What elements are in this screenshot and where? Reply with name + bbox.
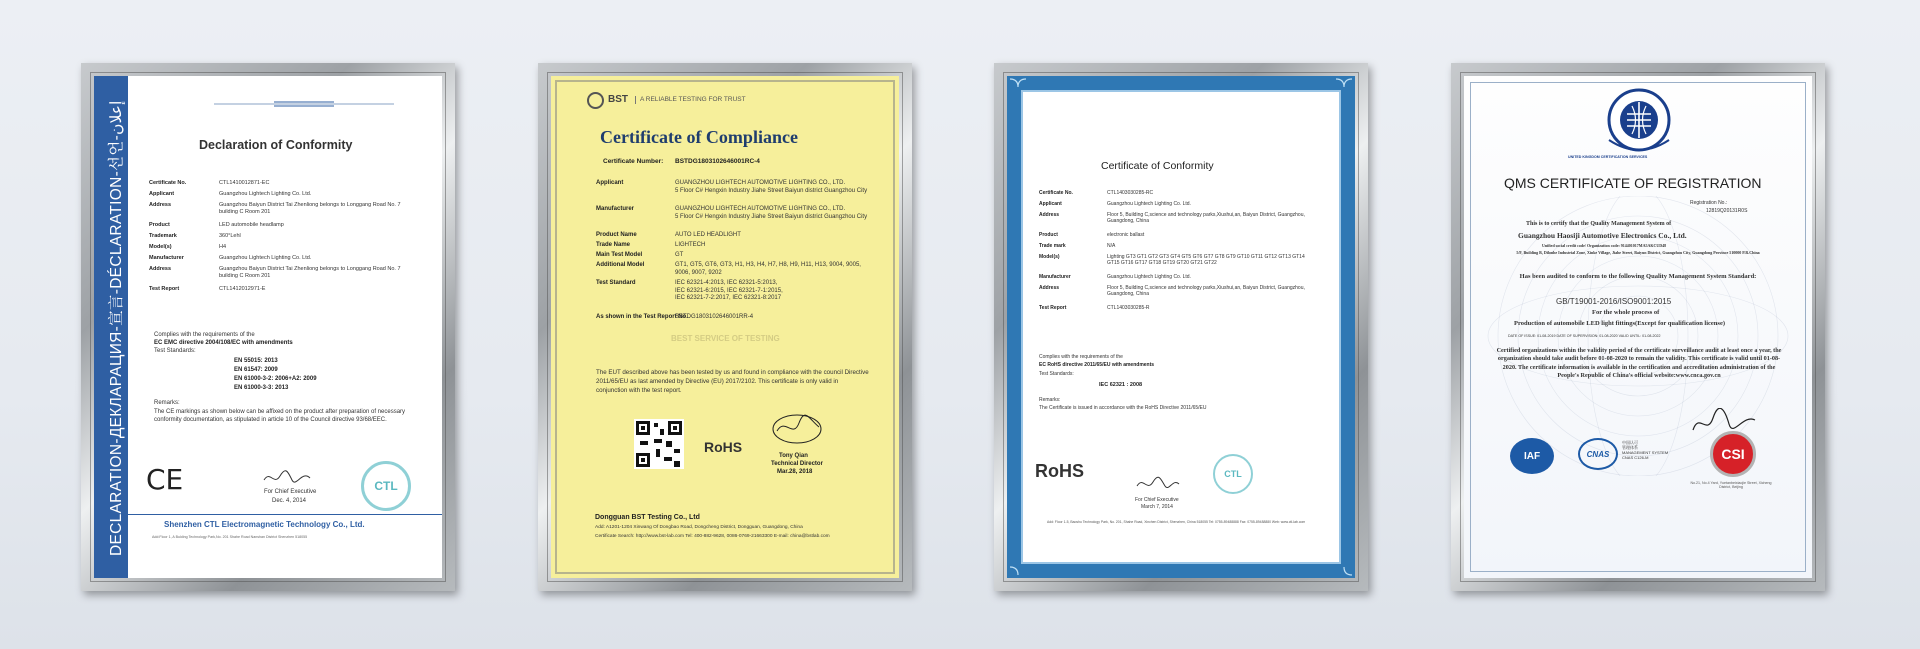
signer-name: Tony Qian — [779, 453, 808, 459]
field-value: Guangzhou Lightech Lighting Co. Ltd. — [1107, 201, 1191, 207]
credit-code: Unified social credit code/ Organization code: 914401017MA5AKCUD48 — [1542, 243, 1667, 248]
field-value: CTL1410012871-EC — [219, 180, 270, 186]
field-label: Certificate No. — [1039, 190, 1073, 196]
statement-text: The EUT described above has been tested by us and found in compliance with the council Directive 2011/65/EU as last amended by Directive (EU) 2017/2102. This certificate is only valid in conjunction with the test report. — [596, 369, 869, 394]
certified-company: Guangzhou Haosiji Automotive Electronics Co., Ltd. — [1518, 231, 1687, 240]
field-label: Address — [149, 202, 172, 208]
complies-line: Complies with the requirements of the — [154, 332, 255, 338]
field-value: 360°Lehl — [219, 233, 241, 239]
qr-code-image — [634, 419, 684, 469]
field-value: Guangzhou Lightech Lighting Co. Ltd. — [219, 255, 312, 261]
scope-label: For the whole process of — [1592, 309, 1660, 316]
ctl-seal — [361, 461, 411, 511]
signature-image — [1135, 474, 1181, 494]
field-value: AUTO LED HEADLIGHT — [675, 232, 741, 238]
cnas-caption: 中国认可 管理体系 MANAGEMENT SYSTEM CNAS C126-M — [1622, 440, 1669, 460]
field-value: Floor 5, Building C,science and technology parks,Xiushui,an, Baiyun District, Guangzhou, Guangdong, China — [1107, 212, 1307, 225]
cert-number: BSTDG1803102646001RC-4 — [675, 158, 760, 165]
iaf-logo — [1510, 438, 1554, 474]
field-label: Model(s) — [149, 244, 172, 250]
certificate-frame-qms — [1451, 63, 1825, 591]
field-label: Product — [149, 222, 170, 228]
field-value: GT1, GT5, GT6, GT3, H1, H3, H4, H7, H8, H9, H11, H13, 9004, 9005, 9006, 9007, 9202 — [675, 262, 863, 276]
signature-image — [769, 409, 825, 449]
field-value: BSTDG1803102646001RR-4 — [675, 314, 754, 320]
validity-dates: DATE OF ISSUE: 01-08-2019 DATE OF SUPERVISION: 01-08-2020 VALID UNTIL: 01-08-2022 — [1508, 334, 1661, 338]
field-value: IEC 62321-4:2013, IEC 62321-5:2013, IEC 62321-6:2015, IEC 62321-7-1:2015, IEC 62321-7-2:2017, IEC 62321-8:2017 — [675, 280, 783, 301]
signer-title: For Chief Executive — [264, 489, 317, 495]
field-label: Applicant — [149, 191, 175, 197]
field-value: H4 — [219, 244, 227, 250]
field-label: Test Report — [1039, 305, 1067, 311]
field-value: N/A — [1107, 243, 1116, 249]
field-label: Trade Name — [596, 242, 631, 248]
audited-statement: Has been audited to conform to the following Quality Management System Standard: — [1519, 273, 1757, 280]
certificate-search: Certificate Search: http://www.bst-lab.com Tel: 400-882-9628, 0086-0769-21663300 E-mail: china@bstlab.com — [595, 534, 830, 539]
cnas-text: CNAS — [1586, 449, 1610, 459]
rohs-mark: RoHS — [704, 439, 743, 455]
certificate-paper — [1464, 76, 1812, 578]
complies-line: Complies with the requirements of the — [1039, 354, 1123, 360]
field-value: CTL1403030285-R — [1107, 305, 1150, 311]
field-value: LED automobile headlamp — [219, 222, 284, 228]
issue-date: March 7, 2014 — [1141, 504, 1173, 510]
standards-label: Test Standards: — [154, 348, 196, 354]
footer-divider — [128, 514, 442, 515]
standard-line: EN 61547: 2009 — [234, 367, 278, 373]
seal-text: UNITED KINGDOM CERTIFICATION SERVICES — [1568, 155, 1648, 159]
scope-text: Production of automobile LED light fittings(Except for qualification license) — [1514, 320, 1726, 327]
field-label: Model(s) — [1039, 254, 1060, 260]
field-label: Main Test Model — [596, 252, 643, 258]
field-value: Lighting GT3 GT1 GT2 GT3 GT4 GT5 GT6 GT7 GT8 GT9 GT10 GT11 GT12 GT13 GT14 GT15 GT16 GT17 GT18 GT19 GT20 GT21 GT22 — [1107, 254, 1307, 267]
cnas-logo — [1578, 438, 1618, 470]
field-label: Product — [1039, 232, 1058, 238]
field-label: Certificate No. — [149, 180, 187, 186]
remarks-text: The Certificate is issued in accordance with the RoHS Directive 2011/65/EU — [1039, 405, 1207, 411]
remarks-text: The CE markings as shown below can be affixed on the product after preparation of necessary conformity documentation, as stipulated in article 10 of the Council directive 93/68/EEC. — [154, 409, 406, 423]
certification-seal-icon — [1599, 88, 1679, 158]
field-label: Manufacturer — [149, 255, 184, 261]
footer-address: No.21, No.4 Yard, Yuetanbeixiaojie Street, Xicheng District, Beijing — [1690, 481, 1772, 490]
field-value: Guangzhou Lightech Lighting Co. Ltd. — [1107, 274, 1191, 280]
seal-text: CTL — [1224, 469, 1242, 479]
field-label: Address — [149, 266, 172, 272]
registration-number: 12819Q20131R0S — [1706, 208, 1748, 214]
certificate-frame-declaration — [81, 63, 455, 591]
field-label: Additional Model — [596, 262, 645, 268]
field-label: Manufacturer — [596, 206, 635, 212]
issuer-company: Dongguan BST Testing Co., Ltd — [595, 514, 700, 521]
company-address: 5/F, Building B, Dilonhe Industrial Zone, Xinke Village, Jiahe Street, Baiyun District, Guangzhou City, Guangdong Province 510000 P.R.China — [1516, 250, 1760, 255]
certificate-paper — [1007, 76, 1355, 578]
remarks-label: Remarks: — [154, 400, 180, 406]
standard-text: GB/T19001-2016/ISO9001:2015 — [1556, 297, 1672, 306]
field-label: Test Report — [149, 286, 180, 292]
field-label: Test Standard — [596, 280, 636, 286]
title-ornament — [214, 99, 394, 109]
directive-text: EC RoHS directive 2011/65/EU with amendments — [1039, 362, 1155, 368]
certificate-frame-bst — [538, 63, 912, 591]
signature-image — [262, 466, 312, 488]
field-label: Product Name — [596, 232, 637, 238]
intro-line: This is to certify that the Quality Management System of — [1526, 221, 1672, 227]
certificate-title: Certificate of Conformity — [1101, 160, 1214, 172]
field-value: CTL1412012971-E — [219, 286, 266, 292]
signer-title: For Chief Executive — [1135, 497, 1179, 503]
field-value: Floor 5, Building C,science and technology parks,Xiushui,an, Baiyun District, Guangzhou, Guangdong, China — [1107, 285, 1307, 298]
field-value: Guangzhou Baiyun District Tai Zhenliong belongs to Longgang Road No. 7 building C Room 201 — [219, 202, 403, 215]
standard-line: EN 55015: 2013 — [234, 358, 278, 364]
signer-title: Technical Director — [771, 461, 823, 467]
field-label: Address — [1039, 285, 1060, 291]
seal-text: CTL — [374, 479, 398, 493]
bst-logo-icon — [587, 92, 604, 109]
field-label: Trademark — [149, 233, 177, 239]
certificate-title: Certificate of Compliance — [600, 127, 798, 147]
csi-text: CSI — [1721, 446, 1745, 462]
iaf-text: IAF — [1523, 450, 1541, 462]
field-label: Applicant — [1039, 201, 1062, 207]
field-value: LIGHTECH — [675, 242, 706, 248]
standards-label: Test Standards: — [1039, 371, 1074, 377]
bst-tagline: A RELIABLE TESTING FOR TRUST — [635, 96, 746, 104]
csi-logo — [1710, 431, 1756, 477]
certificate-title: Declaration of Conformity — [199, 138, 353, 152]
field-label: Address — [1039, 212, 1060, 218]
field-value: electronic ballast — [1107, 232, 1145, 238]
certificate-frame-rohs — [994, 63, 1368, 591]
directive-text: EC EMC directive 2004/108/EC with amendments — [154, 340, 293, 346]
issue-date: Dec. 4, 2014 — [272, 498, 307, 504]
remarks-label: Remarks: — [1039, 397, 1061, 403]
field-label: Trade mark — [1039, 243, 1066, 249]
certificate-paper — [94, 76, 442, 578]
certificate-paper — [551, 76, 899, 578]
watermark-text: BEST SERVICE OF TESTING — [671, 334, 780, 343]
standard-line: EN 61000-3-2: 2006+A2: 2009 — [234, 376, 317, 382]
field-value: GT — [675, 252, 684, 258]
validity-note: Certified organizations within the validity period of the certificate surveillance audit at least once a year, the organization should take audit before 01-08-2020 to remain the validity. This certificate is valid until 01-08-2020. The certificate information is available in the certification and accreditation administration of the People's Republic of China's official website:www.cnca.gov.cn — [1496, 347, 1782, 380]
cert-number-label: Certificate Number: — [603, 158, 664, 165]
standard-line: EN 61000-3-3: 2013 — [234, 385, 289, 391]
ctl-seal — [1213, 454, 1253, 494]
footer-company: Shenzhen CTL Electromagnetic Technology Co., Ltd. — [164, 520, 365, 529]
field-label: Applicant — [596, 180, 624, 186]
field-label: As shown in the Test Report No. — [596, 314, 688, 320]
field-value: Guangzhou Lightech Lighting Co. Ltd. — [219, 191, 312, 197]
field-value: GUANGZHOU LIGHTECH AUTOMOTIVE LIGHTING CO., LTD. 5 Floor C# Hengxin Industry Jiahe Street Baiyun district Guangzhou City — [675, 180, 868, 194]
ce-mark: CE — [146, 463, 184, 496]
standard-line: IEC 62321 : 2008 — [1099, 382, 1143, 388]
certificate-title: QMS CERTIFICATE OF REGISTRATION — [1504, 175, 1762, 191]
rohs-mark: RoHS — [1035, 461, 1084, 481]
registration-label: Registration No.: — [1690, 200, 1728, 206]
footer-address: Add: Floor 1-5, Baoshu Technology Park, No. 201, Shahe Road, Xinchen District, Shenzhen, China 518055 Tel: 0755-89488888 Fax: 0755-89488880 Web: www.ctl-lab.com — [1047, 520, 1306, 524]
issuer-address: Add: A1201-1204 Xinwang Of Dongbao Road, Dongcheng District, Dongguan, Guangdong, China — [595, 525, 803, 530]
bst-logo: BST — [608, 94, 628, 105]
field-value: GUANGZHOU LIGHTECH AUTOMOTIVE LIGHTING CO., LTD. 5 Floor C# Hengxin Industry Jiahe Street Baiyun district Guangzhou City — [675, 206, 868, 220]
footer-address: Add:Floor 1, A Bulding Technology Park,No. 201 Shahe Road Nanshan District Shenzhen 518055 — [152, 535, 308, 539]
paper-border — [555, 80, 895, 574]
field-value: Guangzhou Baiyun District Tai Zhenliong belongs to Longgang Road No. 7 building C Room 201 — [219, 266, 403, 279]
field-value: CTL1403030285-RC — [1107, 190, 1154, 196]
field-label: Manufacturer — [1039, 274, 1071, 280]
side-band-text: DECLARATION-ДЕКЛАРАЦИЯ-宣言-DÉCLARATION-선언-إعلان — [108, 100, 125, 556]
issue-date: Mar.28, 2018 — [777, 469, 813, 475]
